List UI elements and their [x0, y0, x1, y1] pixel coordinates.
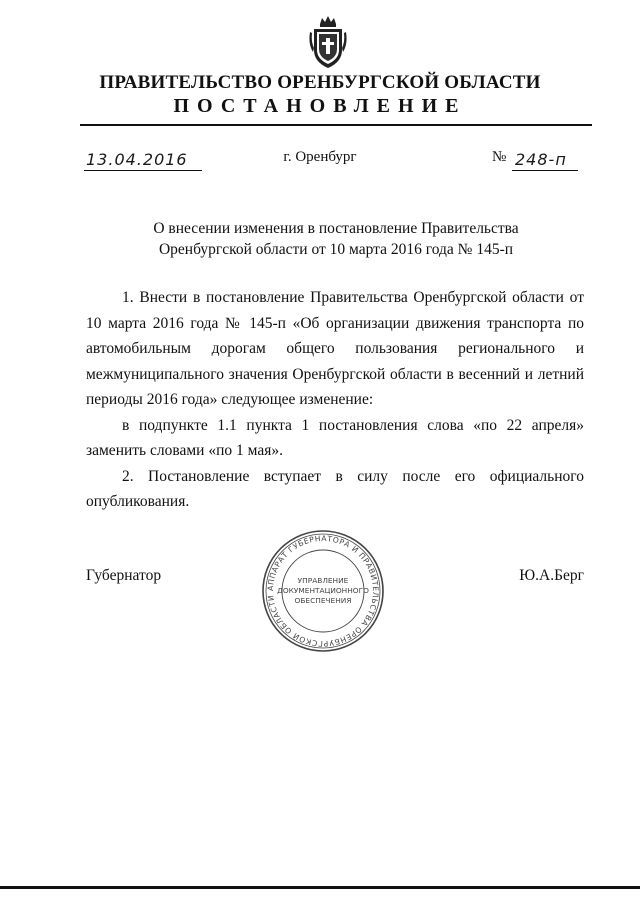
stamp-line: ДОКУМЕНТАЦИОННОГО — [277, 586, 369, 595]
signatory-title: Губернатор — [86, 567, 162, 584]
stamp-ring-text: АППАРАТ ГУБЕРНАТОРА И ПРАВИТЕЛЬСТВА ОРЕНБУРГСКОЙ ОБЛАСТИ — [265, 533, 381, 649]
date-value: 13.04.2016 — [86, 150, 188, 169]
document-subject — [0, 218, 640, 260]
stamp-line: УПРАВЛЕНИЕ — [297, 576, 349, 585]
stamp-line: ОБЕСПЕЧЕНИЯ — [294, 596, 352, 605]
official-stamp — [260, 528, 386, 654]
city: г. Оренбург — [283, 149, 357, 165]
document-body — [86, 285, 584, 515]
paragraph: в подпункте 1.1 пункта 1 постановления слова «по 22 апреля» заменить словами «по 1 мая». — [86, 416, 584, 459]
organization-name: ПРАВИТЕЛЬСТВО ОРЕНБУРГСКОЙ ОБЛАСТИ — [99, 72, 541, 93]
subject-line: О внесении изменения в постановление Правительства — [153, 220, 519, 237]
coat-of-arms-icon — [308, 14, 348, 70]
footer-divider — [0, 886, 640, 889]
number-value: 248-п — [515, 150, 567, 169]
paragraph: 1. Внести в постановление Правительства Оренбургской области от 10 марта 2016 года № 145-п «Об организации движения транспорта по автомобильным дорогам общего пользования регионального и межмуниципального значения Оренбургской области в весенний и летний периоды 2016 года» следующее изменение: — [86, 289, 584, 408]
header-divider — [80, 124, 592, 126]
document-type: ПОСТАНОВЛЕНИЕ — [173, 95, 467, 117]
number-field — [512, 148, 578, 171]
paragraph: 2. Постановление вступает в силу после его официального опубликования. — [86, 467, 584, 510]
subject-line: Оренбургской области от 10 марта 2016 года № 145-п — [158, 241, 514, 258]
number-label: № — [492, 149, 507, 165]
signatory-name: Ю.А.Берг — [519, 567, 584, 584]
